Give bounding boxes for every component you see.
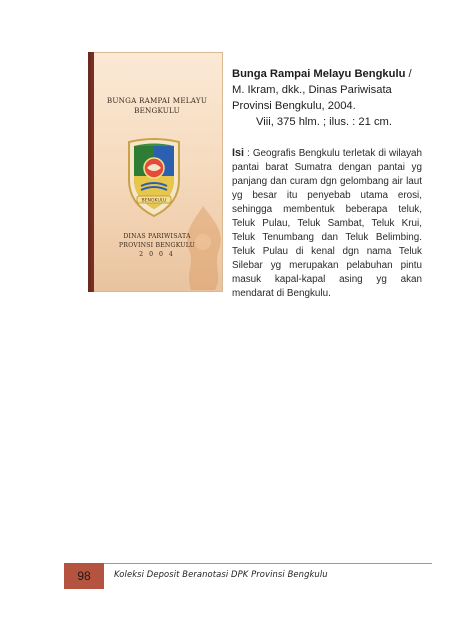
page-number: 98 [64,563,104,589]
footer-caption: Koleksi Deposit Beranotasi DPK Provinsi Bengkulu [114,569,328,579]
bibliographic-entry [232,66,422,130]
entry-publisher-line: Provinsi Bengkulu, 2004. [232,100,356,112]
book-cover-image [88,52,223,292]
cover-title [97,96,217,116]
cover-publisher [97,232,217,259]
cover-year: 2 0 0 4 [139,251,175,258]
entry-title-suffix: / [405,68,412,80]
cover-publisher-line-1: DINAS PARIWISATA [123,233,191,240]
abstract-label: Isi [232,147,245,159]
cover-spine [91,52,94,292]
abstract-text: : Geografis Bengkulu terletak di wilayah pantai barat Sumatra dengan pantai yg panjang dan curam dgn gelombang air laut yg besar itu penyebab utama erosi, sehingga membentuk beberapa teluk, Teluk Pulau, Teluk Sambat, Teluk Krui, Teluk Tenumbang dan Teluk Belimbing. Teluk Pulau di kenal dgn nama Teluk Silebar yg merupakan pelabuhan pintu masuk kapal-kapal asing yg akan mendarat di Bengkulu. [232,148,422,299]
cover-publisher-line-2: PROVINSI BENGKULU [118,242,196,249]
cover-title-line-1: BUNGA RAMPAI MELAYU [106,96,208,105]
entry-physical-description: Viii, 375 hlm. ; ilus. : 21 cm. [256,116,392,128]
emblem-label: BENGKULU [141,198,167,204]
entry-abstract [232,146,422,301]
entry-author-line: M. Ikram, dkk., Dinas Pariwisata [232,84,392,96]
footer-divider [64,563,432,564]
entry-title-line [232,66,422,82]
cover-title-line-2: BENGKULU [134,106,180,115]
entry-title: Bunga Rampai Melayu Bengkulu [232,68,406,80]
